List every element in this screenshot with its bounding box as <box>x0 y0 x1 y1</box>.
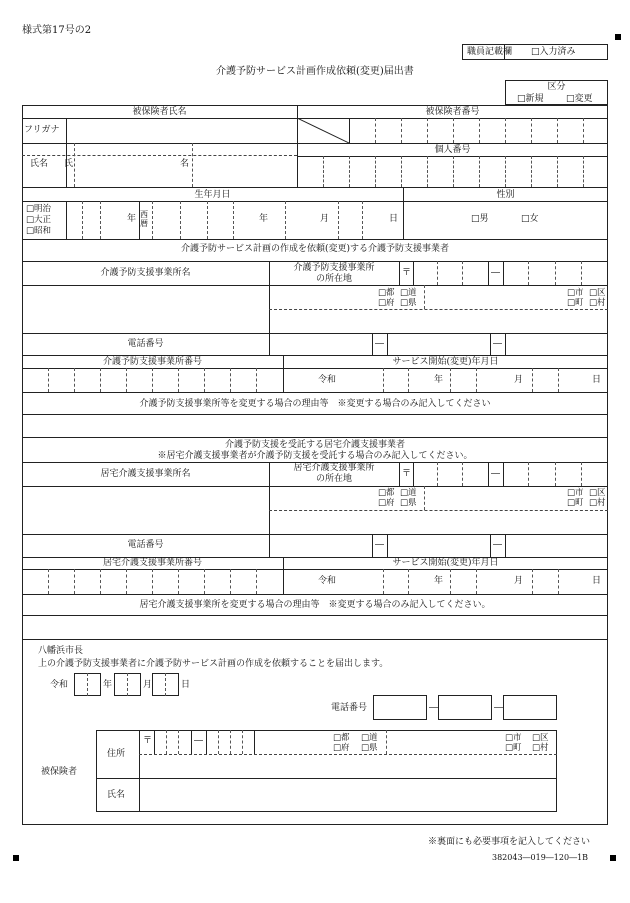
home-postal-dash: ― <box>491 469 500 479</box>
insured-number-header: 被保険者番号 <box>425 107 480 117</box>
home-phone-dash-2: ― <box>493 540 502 550</box>
prevention-postal-mark: 〒 <box>402 268 412 278</box>
home-phone-label: 電話番号 <box>127 540 164 550</box>
declaration-insured-label: 被保険者 <box>41 767 78 777</box>
declaration-address-label: 住所 <box>107 749 126 759</box>
declaration-name-label: 氏名 <box>107 790 126 800</box>
home-year-label: 年 <box>434 576 444 586</box>
footer-note: ※裏面にも必要事項を記入してください <box>428 837 591 847</box>
prevention-fu[interactable]: □府 <box>378 298 395 308</box>
declaration-mura[interactable]: □村 <box>532 743 549 753</box>
prevention-month-label: 月 <box>514 375 524 385</box>
prevention-section-title: 介護予防サービス計画の作成を依頼(変更)する介護予防支援事業者 <box>180 244 450 254</box>
insured-number-diagonal <box>297 118 349 143</box>
gender-female-checkbox[interactable]: □女 <box>521 214 539 224</box>
declaration-do[interactable]: □道 <box>361 733 378 743</box>
home-service-start-label: サービス開始(変更)年月日 <box>392 558 499 568</box>
home-reason-label: 居宅介護支援事業所を変更する場合の理由等 ※変更する場合のみ記入してください。 <box>139 600 491 610</box>
declaration-day-label: 日 <box>181 680 191 690</box>
prevention-address-label-2: の所在地 <box>315 274 352 284</box>
home-ken[interactable]: □県 <box>400 498 417 508</box>
prevention-to[interactable]: □都 <box>378 288 395 298</box>
form-number: 様式第17号の2 <box>22 25 92 36</box>
prevention-ken[interactable]: □県 <box>400 298 417 308</box>
home-reiwa-label: 令和 <box>318 576 337 586</box>
prevention-reason-label: 介護予防支援事業所等を変更する場合の理由等 ※変更する場合のみ記入してください <box>139 399 491 409</box>
form-title: 介護予防サービス計画作成依頼(変更)届出書 <box>216 66 414 77</box>
declaration-text: 上の介護予防支援事業者に介護予防サービス計画の作成を依頼することを届出します。 <box>38 659 389 669</box>
surname-label: 氏 <box>64 159 74 169</box>
home-postal-mark: 〒 <box>402 469 412 479</box>
home-mura[interactable]: □村 <box>589 498 606 508</box>
declaration-postal-mark: 〒 <box>143 736 153 746</box>
era-meiji-checkbox[interactable]: □明治 <box>26 204 52 214</box>
declaration-phone-box-3[interactable] <box>503 695 557 720</box>
corner-mark-top-right <box>615 34 621 40</box>
corner-mark-bottom-right <box>610 855 616 861</box>
prevention-machi[interactable]: □町 <box>567 298 584 308</box>
home-shi[interactable]: □市 <box>567 488 584 498</box>
declaration-phone-label: 電話番号 <box>331 703 368 713</box>
prevention-do[interactable]: □道 <box>400 288 417 298</box>
prevention-phone-dash-2: ― <box>493 339 502 349</box>
furigana-label: フリガナ <box>24 125 60 135</box>
declaration-ken[interactable]: □県 <box>361 743 378 753</box>
prevention-shi[interactable]: □市 <box>567 288 584 298</box>
declaration-fu[interactable]: □府 <box>333 743 350 753</box>
name-label: 氏名 <box>30 159 49 169</box>
era-taisho-checkbox[interactable]: □大正 <box>26 215 52 225</box>
gender-header: 性別 <box>496 190 515 200</box>
home-section-title-1: 介護予防支援を受託する居宅介護支援事業者 <box>224 440 405 450</box>
prevention-office-name-label: 介護予防支援事業所名 <box>100 268 191 278</box>
individual-number-header: 個人番号 <box>434 145 471 155</box>
prevention-mura[interactable]: □村 <box>589 298 606 308</box>
prevention-office-number-label: 介護予防支援事業所番号 <box>102 357 202 367</box>
birth-year-label-1: 年 <box>127 214 137 224</box>
declaration-month-label: 月 <box>143 680 153 690</box>
seireki-label: 西暦 <box>140 210 148 229</box>
prevention-ku[interactable]: □区 <box>589 288 606 298</box>
given-name-label: 名 <box>180 159 190 169</box>
prevention-postal-dash: ― <box>491 268 500 278</box>
declaration-machi[interactable]: □町 <box>505 743 522 753</box>
prevention-phone-dash-1: ― <box>375 339 384 349</box>
declaration-phone-box-2[interactable] <box>438 695 492 720</box>
document-code: 382043―019―120―1B <box>492 853 589 862</box>
staff-box-label: 職員記載欄 <box>467 47 513 57</box>
category-change-checkbox[interactable]: □変更 <box>566 94 593 104</box>
home-address-label-1: 居宅介護支援事業所 <box>293 463 375 473</box>
home-office-name-label: 居宅介護支援事業所名 <box>100 469 191 479</box>
home-phone-dash-1: ― <box>375 540 384 550</box>
home-do[interactable]: □道 <box>400 488 417 498</box>
declaration-phone-dash-1: ― <box>429 703 438 713</box>
prevention-day-label: 日 <box>592 375 602 385</box>
prevention-service-start-label: サービス開始(変更)年月日 <box>392 357 499 367</box>
gender-male-checkbox[interactable]: □男 <box>471 214 489 224</box>
birth-year-label-2: 年 <box>259 214 269 224</box>
corner-mark-bottom-left <box>13 855 19 861</box>
declaration-reiwa: 令和 <box>50 680 69 690</box>
insured-name-header: 被保険者氏名 <box>132 107 187 117</box>
birth-day-label: 日 <box>389 214 399 224</box>
home-fu[interactable]: □府 <box>378 498 395 508</box>
home-machi[interactable]: □町 <box>567 498 584 508</box>
prevention-address-label-1: 介護予防支援事業所 <box>293 263 375 273</box>
declaration-to[interactable]: □都 <box>333 733 350 743</box>
home-day-label: 日 <box>592 576 602 586</box>
prevention-phone-label: 電話番号 <box>127 339 164 349</box>
birth-month-label: 月 <box>320 214 330 224</box>
declaration-ku[interactable]: □区 <box>532 733 549 743</box>
category-new-checkbox[interactable]: □新規 <box>517 94 544 104</box>
entered-checkbox[interactable]: □入力済み <box>531 47 576 57</box>
category-label: 区分 <box>547 82 566 92</box>
declaration-shi[interactable]: □市 <box>505 733 522 743</box>
declaration-phone-box-1[interactable] <box>373 695 427 720</box>
home-office-number-label: 居宅介護支援事業所番号 <box>102 558 202 568</box>
prevention-reiwa-label: 令和 <box>318 375 337 385</box>
home-to[interactable]: □都 <box>378 488 395 498</box>
mayor-label: 八幡浜市長 <box>38 646 84 656</box>
declaration-year-label: 年 <box>103 680 113 690</box>
birth-date-header: 生年月日 <box>194 190 231 200</box>
prevention-year-label: 年 <box>434 375 444 385</box>
home-month-label: 月 <box>514 576 524 586</box>
home-address-label-2: の所在地 <box>315 474 352 484</box>
home-section-title-2: ※居宅介護支援事業者が介護予防支援を受託する場合のみ記入してください。 <box>157 451 473 461</box>
declaration-phone-dash-2: ― <box>494 703 503 713</box>
declaration-postal-dash: ― <box>194 736 203 746</box>
home-ku[interactable]: □区 <box>589 488 606 498</box>
era-showa-checkbox[interactable]: □昭和 <box>26 226 52 236</box>
